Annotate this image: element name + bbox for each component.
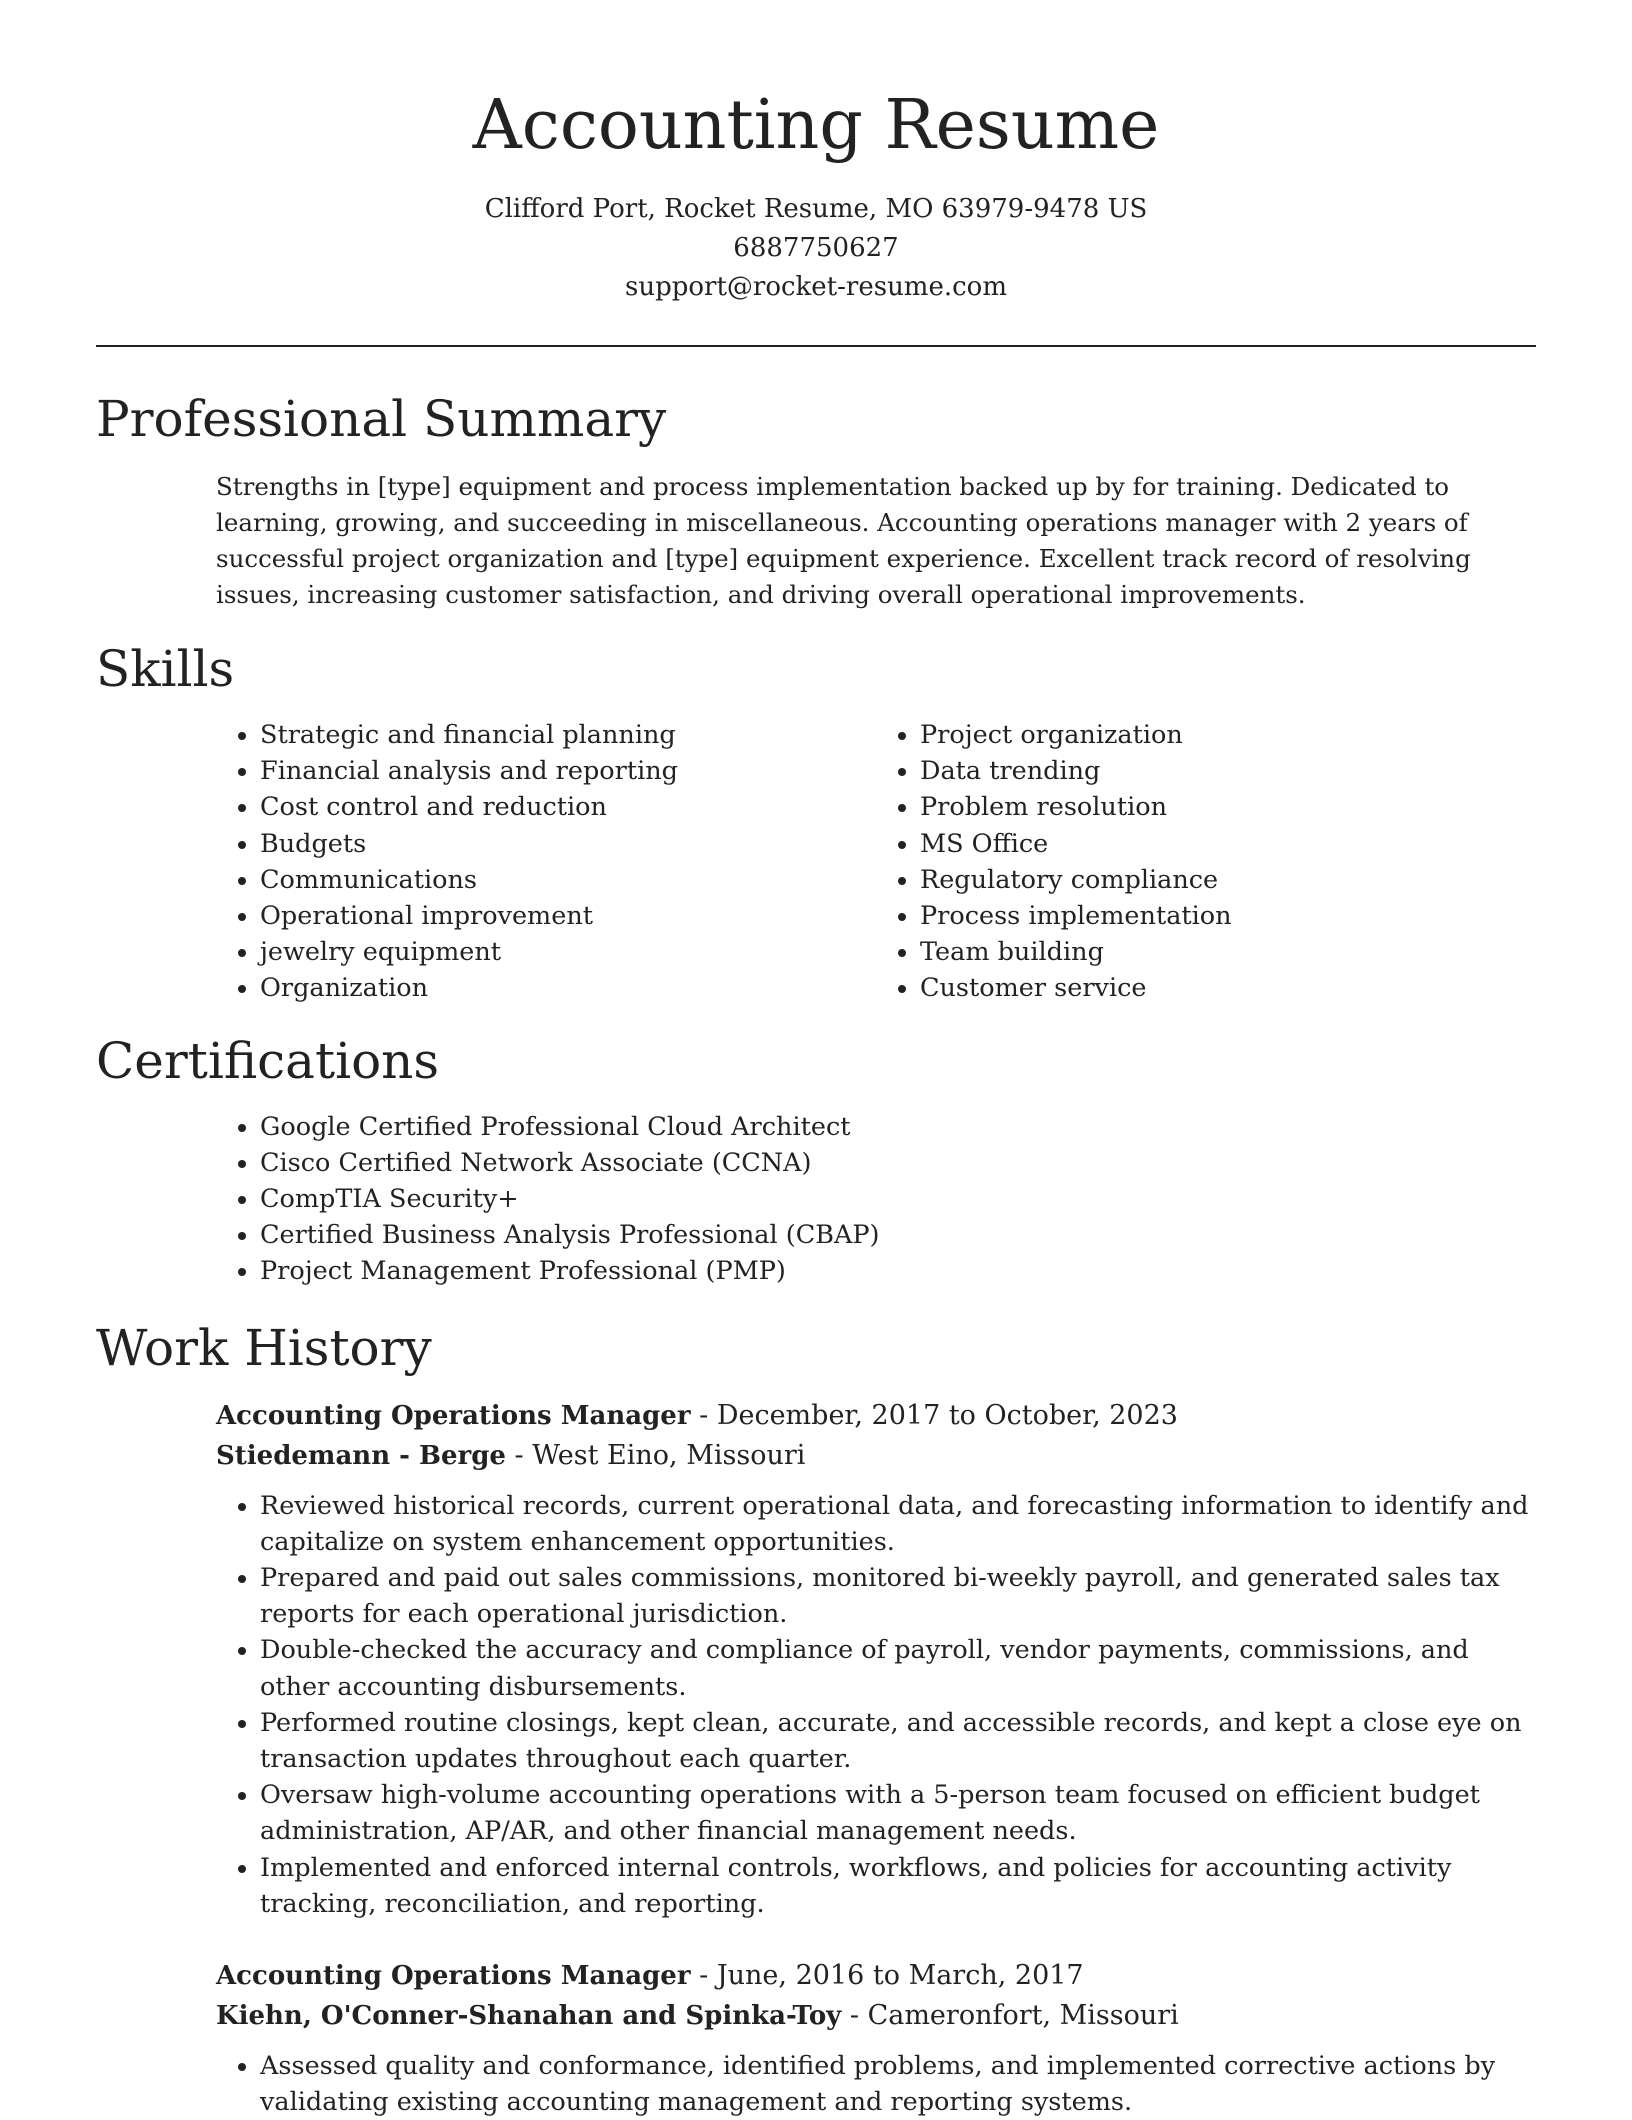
summary-section <box>96 389 1536 613</box>
skill-item: • Cost control and reduction <box>260 789 876 825</box>
skill-item: • Financial analysis and reporting <box>260 753 876 789</box>
skill-item: • Communications <box>260 862 876 898</box>
job-company-line <box>216 1996 1536 2036</box>
job-title-line <box>216 1956 1536 1996</box>
job-dates: - December, 2017 to October, 2023 <box>690 1399 1178 1431</box>
job-company-line <box>216 1436 1536 1476</box>
job-entry <box>216 1956 1536 2120</box>
job-bullet: • Implemented and enforced internal controls, workflows, and policies for accounting activity tracking, reconciliation, and reporting. <box>260 1850 1536 1922</box>
skill-item: • MS Office <box>920 826 1536 862</box>
skill-item: • Regulatory compliance <box>920 862 1536 898</box>
skill-item: • jewelry equipment <box>260 934 876 970</box>
job-title: Accounting Operations Manager <box>216 1400 691 1431</box>
skills-heading: Skills <box>96 640 235 698</box>
certification-item: • Google Certified Professional Cloud Architect <box>260 1109 1536 1145</box>
contact-address: Clifford Port, Rocket Resume, MO 63979-9478 US <box>484 194 1148 224</box>
skill-item: • Budgets <box>260 826 876 862</box>
job-bullet: • Oversaw high-volume accounting operations with a 5-person team focused on efficient budget administration, AP/AR, and other financial management needs. <box>260 1777 1536 1849</box>
certification-item: • Project Management Professional (PMP) <box>260 1253 1536 1289</box>
work-history-section <box>96 1318 1536 2120</box>
job-bullet: • Prepared and paid out sales commissions, monitored bi-weekly payroll, and generated sales tax reports for each operational jurisdiction. <box>260 1560 1536 1632</box>
skill-item: • Process implementation <box>920 898 1536 934</box>
job-bullet: • Performed routine closings, kept clean, accurate, and accessible records, and kept a close eye on transaction updates throughout each quarter. <box>260 1705 1536 1777</box>
job-location: - West Eino, Missouri <box>505 1439 806 1471</box>
job-company: Stiedemann - Berge <box>216 1440 506 1471</box>
header-divider <box>96 345 1536 347</box>
skill-item: • Customer service <box>920 970 1536 1006</box>
skill-item: • Strategic and financial planning <box>260 717 876 753</box>
page-title: Accounting Resume <box>472 86 1160 165</box>
job-title: Accounting Operations Manager <box>216 1961 691 1992</box>
job-bullets <box>216 2048 1536 2120</box>
certifications-section <box>96 1031 1536 1290</box>
certification-item: • Cisco Certified Network Associate (CCNA) <box>260 1145 1536 1181</box>
skill-item: • Organization <box>260 970 876 1006</box>
job-bullet: • Assessed quality and conformance, identified problems, and implemented corrective actions by validating existing accounting management and reporting systems. <box>260 2048 1536 2120</box>
job-dates: - June, 2016 to March, 2017 <box>690 1960 1084 1992</box>
job-location: - Cameronfort, Missouri <box>841 2000 1179 2032</box>
skill-item: • Team building <box>920 934 1536 970</box>
job-bullets <box>216 1488 1536 1922</box>
job-bullet: • Reviewed historical records, current operational data, and forecasting information to identify and capitalize on system enhancement opportunities. <box>260 1488 1536 1560</box>
summary-heading: Professional Summary <box>96 390 667 448</box>
certification-item: • Certified Business Analysis Professional (CBAP) <box>260 1217 1536 1253</box>
skills-list-right <box>876 717 1536 1007</box>
job-list <box>96 1396 1536 2120</box>
certifications-heading: Certifications <box>96 1031 440 1090</box>
skill-item: • Data trending <box>920 753 1536 789</box>
contact-phone: 6887750627 <box>733 233 899 263</box>
job-company: Kiehn, O'Conner-Shanahan and Spinka-Toy <box>216 2001 842 2032</box>
job-bullet: • Double-checked the accuracy and compliance of payroll, vendor payments, commissions, and other accounting disbursements. <box>260 1632 1536 1704</box>
skills-section <box>96 639 1536 1007</box>
job-title-line <box>216 1396 1536 1436</box>
contact-email: support@rocket-resume.com <box>624 272 1007 302</box>
resume-header <box>0 0 1632 307</box>
certification-item: • CompTIA Security+ <box>260 1181 1536 1217</box>
skill-item: • Operational improvement <box>260 898 876 934</box>
contact-block <box>0 190 1632 307</box>
job-entry <box>216 1396 1536 1922</box>
skills-list-left <box>216 717 876 1007</box>
work-history-heading: Work History <box>96 1318 432 1377</box>
skill-item: • Project organization <box>920 717 1536 753</box>
summary-text: Strengths in [type] equipment and process implementation backed up by for training. Dedicated to learning, growing, and succeeding in miscellaneous. Accounting operations manager with 2 years of successful project organization and [type] equipment experience. Excellent track record of resolving issues, increasing customer satisfaction, and driving overall operational improvements. <box>216 472 1471 609</box>
skill-item: • Problem resolution <box>920 789 1536 825</box>
skills-columns <box>216 717 1536 1007</box>
certifications-list <box>216 1109 1536 1290</box>
